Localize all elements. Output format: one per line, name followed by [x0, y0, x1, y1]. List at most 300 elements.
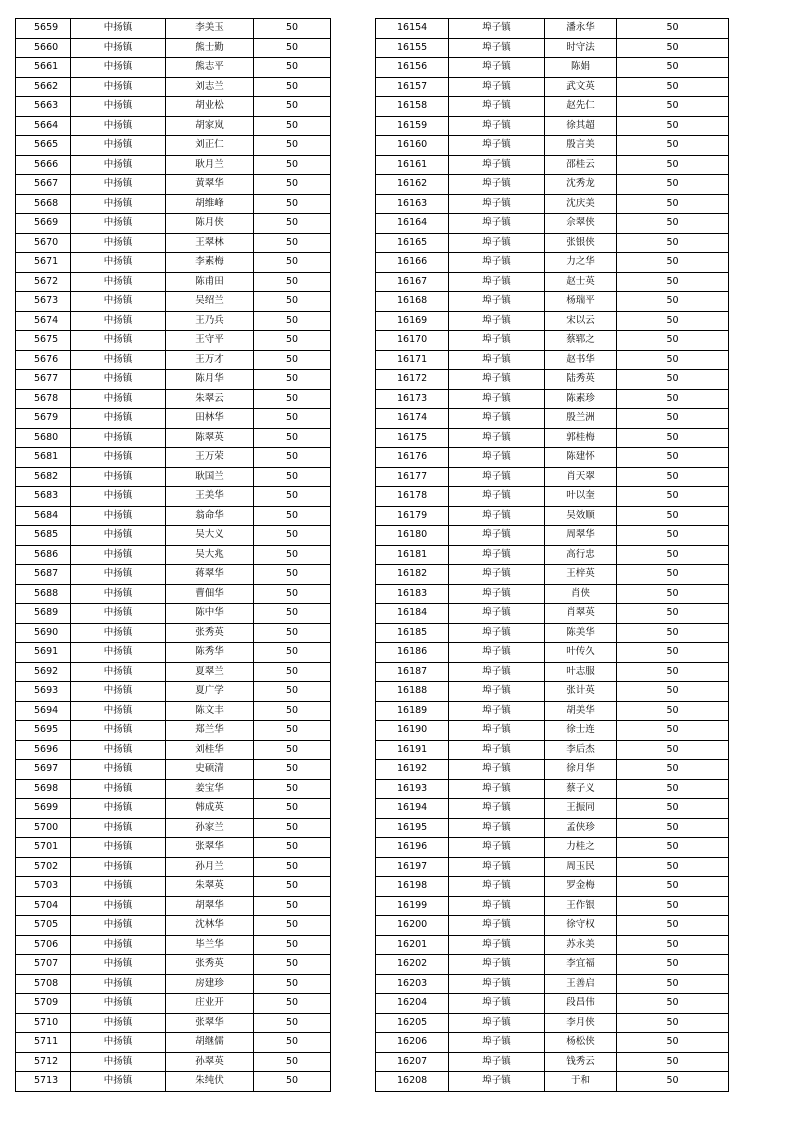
name-cell: 陈月侠 — [166, 214, 254, 234]
row-number-cell: 16186 — [376, 643, 449, 663]
row-number-cell: 5659 — [16, 19, 71, 39]
amount-cell: 50 — [254, 974, 331, 994]
amount-cell: 50 — [617, 604, 729, 624]
amount-cell: 50 — [617, 1013, 729, 1033]
row-number-cell: 5675 — [16, 331, 71, 351]
amount-cell: 50 — [617, 740, 729, 760]
name-cell: 孙翠英 — [166, 1052, 254, 1072]
name-cell: 姜宝华 — [166, 779, 254, 799]
town-cell: 埠子镇 — [449, 1033, 545, 1053]
row-number-cell: 16175 — [376, 428, 449, 448]
town-cell: 埠子镇 — [449, 58, 545, 78]
table-row — [16, 662, 331, 682]
amount-cell: 50 — [617, 818, 729, 838]
amount-cell: 50 — [254, 721, 331, 741]
table-row — [376, 350, 729, 370]
amount-cell: 50 — [617, 214, 729, 234]
name-cell: 李素梅 — [166, 253, 254, 273]
amount-cell: 50 — [254, 994, 331, 1014]
name-cell: 王美华 — [166, 487, 254, 507]
amount-cell: 50 — [617, 838, 729, 858]
row-number-cell: 5712 — [16, 1052, 71, 1072]
table-row — [16, 838, 331, 858]
name-cell: 张翠华 — [166, 1013, 254, 1033]
name-cell: 胡维峰 — [166, 194, 254, 214]
name-cell: 陈建怀 — [545, 448, 617, 468]
row-number-cell: 5698 — [16, 779, 71, 799]
name-cell: 张翠华 — [166, 838, 254, 858]
table-row — [376, 194, 729, 214]
table-row — [376, 935, 729, 955]
table-row — [16, 857, 331, 877]
row-number-cell: 5671 — [16, 253, 71, 273]
row-number-cell: 16158 — [376, 97, 449, 117]
table-row — [16, 506, 331, 526]
town-cell: 中扬镇 — [71, 175, 166, 195]
table-row — [16, 682, 331, 702]
town-cell: 埠子镇 — [449, 701, 545, 721]
amount-cell: 50 — [617, 370, 729, 390]
table-row — [16, 584, 331, 604]
amount-cell: 50 — [617, 331, 729, 351]
town-cell: 埠子镇 — [449, 116, 545, 136]
table-row — [376, 1072, 729, 1092]
name-cell: 徐士连 — [545, 721, 617, 741]
row-number-cell: 5686 — [16, 545, 71, 565]
amount-cell: 50 — [254, 331, 331, 351]
row-number-cell: 5690 — [16, 623, 71, 643]
row-number-cell: 5672 — [16, 272, 71, 292]
row-number-cell: 5674 — [16, 311, 71, 331]
row-number-cell: 16193 — [376, 779, 449, 799]
town-cell: 中扬镇 — [71, 1052, 166, 1072]
table-row — [376, 506, 729, 526]
town-cell: 中扬镇 — [71, 662, 166, 682]
table-row — [376, 1033, 729, 1053]
amount-cell: 50 — [617, 428, 729, 448]
name-cell: 徐月华 — [545, 760, 617, 780]
town-cell: 埠子镇 — [449, 175, 545, 195]
town-cell: 中扬镇 — [71, 799, 166, 819]
amount-cell: 50 — [617, 253, 729, 273]
name-cell: 武文英 — [545, 77, 617, 97]
town-cell: 埠子镇 — [449, 526, 545, 546]
table-row — [376, 682, 729, 702]
town-cell: 埠子镇 — [449, 292, 545, 312]
amount-cell: 50 — [254, 1033, 331, 1053]
table-row — [16, 370, 331, 390]
amount-cell: 50 — [254, 19, 331, 39]
town-cell: 埠子镇 — [449, 253, 545, 273]
amount-cell: 50 — [254, 643, 331, 663]
amount-cell: 50 — [254, 116, 331, 136]
table-row — [16, 1052, 331, 1072]
table-row — [376, 136, 729, 156]
table-row — [376, 974, 729, 994]
name-cell: 陈月华 — [166, 370, 254, 390]
table-row — [16, 779, 331, 799]
table-row — [376, 116, 729, 136]
table-row — [376, 292, 729, 312]
amount-cell: 50 — [254, 896, 331, 916]
amount-cell: 50 — [617, 311, 729, 331]
row-number-cell: 16184 — [376, 604, 449, 624]
row-number-cell: 5669 — [16, 214, 71, 234]
name-cell: 肖侠 — [545, 584, 617, 604]
town-cell: 埠子镇 — [449, 994, 545, 1014]
row-number-cell: 16206 — [376, 1033, 449, 1053]
table-row — [376, 233, 729, 253]
table-row — [16, 487, 331, 507]
town-cell: 中扬镇 — [71, 896, 166, 916]
row-number-cell: 16191 — [376, 740, 449, 760]
town-cell: 中扬镇 — [71, 760, 166, 780]
amount-cell: 50 — [617, 779, 729, 799]
town-cell: 埠子镇 — [449, 916, 545, 936]
name-cell: 杨松侠 — [545, 1033, 617, 1053]
name-cell: 李月侠 — [545, 1013, 617, 1033]
town-cell: 埠子镇 — [449, 136, 545, 156]
amount-cell: 50 — [254, 428, 331, 448]
table-row — [376, 389, 729, 409]
amount-cell: 50 — [617, 155, 729, 175]
row-number-cell: 16163 — [376, 194, 449, 214]
town-cell: 埠子镇 — [449, 799, 545, 819]
amount-cell: 50 — [617, 565, 729, 585]
town-cell: 中扬镇 — [71, 935, 166, 955]
row-number-cell: 5695 — [16, 721, 71, 741]
town-cell: 中扬镇 — [71, 428, 166, 448]
name-cell: 张计英 — [545, 682, 617, 702]
table-row — [376, 467, 729, 487]
town-cell: 中扬镇 — [71, 389, 166, 409]
name-cell: 吴大义 — [166, 526, 254, 546]
town-cell: 埠子镇 — [449, 643, 545, 663]
town-cell: 埠子镇 — [449, 19, 545, 39]
table-row — [16, 116, 331, 136]
name-cell: 房建珍 — [166, 974, 254, 994]
amount-cell: 50 — [254, 818, 331, 838]
town-cell: 埠子镇 — [449, 604, 545, 624]
row-number-cell: 5681 — [16, 448, 71, 468]
amount-cell: 50 — [617, 877, 729, 897]
amount-cell: 50 — [254, 682, 331, 702]
table-row — [16, 1013, 331, 1033]
table-row — [16, 818, 331, 838]
town-cell: 中扬镇 — [71, 77, 166, 97]
amount-cell: 50 — [254, 1052, 331, 1072]
table-row — [376, 643, 729, 663]
amount-cell: 50 — [254, 623, 331, 643]
right-table — [375, 18, 729, 1092]
table-row — [376, 272, 729, 292]
name-cell: 杨瑞平 — [545, 292, 617, 312]
town-cell: 中扬镇 — [71, 311, 166, 331]
town-cell: 中扬镇 — [71, 604, 166, 624]
amount-cell: 50 — [617, 896, 729, 916]
amount-cell: 50 — [617, 994, 729, 1014]
name-cell: 韩成英 — [166, 799, 254, 819]
name-cell: 王振同 — [545, 799, 617, 819]
amount-cell: 50 — [254, 760, 331, 780]
amount-cell: 50 — [617, 682, 729, 702]
amount-cell: 50 — [617, 955, 729, 975]
table-row — [16, 38, 331, 58]
row-number-cell: 5683 — [16, 487, 71, 507]
name-cell: 王梓英 — [545, 565, 617, 585]
town-cell: 中扬镇 — [71, 467, 166, 487]
amount-cell: 50 — [254, 58, 331, 78]
row-number-cell: 16173 — [376, 389, 449, 409]
table-row — [16, 19, 331, 39]
amount-cell: 50 — [254, 292, 331, 312]
town-cell: 埠子镇 — [449, 779, 545, 799]
amount-cell: 50 — [617, 116, 729, 136]
row-number-cell: 5709 — [16, 994, 71, 1014]
town-cell: 埠子镇 — [449, 214, 545, 234]
name-cell: 郭桂梅 — [545, 428, 617, 448]
town-cell: 中扬镇 — [71, 292, 166, 312]
amount-cell: 50 — [254, 350, 331, 370]
row-number-cell: 5664 — [16, 116, 71, 136]
table-row — [16, 467, 331, 487]
row-number-cell: 16207 — [376, 1052, 449, 1072]
row-number-cell: 5700 — [16, 818, 71, 838]
row-number-cell: 5663 — [16, 97, 71, 117]
town-cell: 中扬镇 — [71, 331, 166, 351]
name-cell: 毕兰华 — [166, 935, 254, 955]
table-row — [16, 994, 331, 1014]
amount-cell: 50 — [617, 448, 729, 468]
amount-cell: 50 — [617, 77, 729, 97]
row-number-cell: 16179 — [376, 506, 449, 526]
row-number-cell: 5692 — [16, 662, 71, 682]
row-number-cell: 16201 — [376, 935, 449, 955]
row-number-cell: 16162 — [376, 175, 449, 195]
row-number-cell: 16164 — [376, 214, 449, 234]
town-cell: 中扬镇 — [71, 370, 166, 390]
table-row — [376, 428, 729, 448]
table-row — [16, 935, 331, 955]
table-row — [376, 799, 729, 819]
town-cell: 中扬镇 — [71, 643, 166, 663]
table-row — [376, 565, 729, 585]
table-row — [16, 526, 331, 546]
town-cell: 埠子镇 — [449, 487, 545, 507]
name-cell: 王万荣 — [166, 448, 254, 468]
name-cell: 孙月兰 — [166, 857, 254, 877]
table-row — [376, 604, 729, 624]
name-cell: 耿国兰 — [166, 467, 254, 487]
town-cell: 中扬镇 — [71, 857, 166, 877]
amount-cell: 50 — [617, 194, 729, 214]
amount-cell: 50 — [254, 233, 331, 253]
row-number-cell: 5713 — [16, 1072, 71, 1092]
town-cell: 埠子镇 — [449, 1052, 545, 1072]
name-cell: 李后杰 — [545, 740, 617, 760]
name-cell: 沈秀龙 — [545, 175, 617, 195]
town-cell: 中扬镇 — [71, 253, 166, 273]
name-cell: 蔡郓之 — [545, 331, 617, 351]
town-cell: 埠子镇 — [449, 877, 545, 897]
name-cell: 蔡子义 — [545, 779, 617, 799]
row-number-cell: 16183 — [376, 584, 449, 604]
town-cell: 中扬镇 — [71, 838, 166, 858]
table-row — [16, 175, 331, 195]
table-row — [376, 779, 729, 799]
table-row — [16, 877, 331, 897]
row-number-cell: 5701 — [16, 838, 71, 858]
name-cell: 陈翠英 — [166, 428, 254, 448]
name-cell: 肖翠英 — [545, 604, 617, 624]
row-number-cell: 16157 — [376, 77, 449, 97]
row-number-cell: 16165 — [376, 233, 449, 253]
amount-cell: 50 — [254, 526, 331, 546]
row-number-cell: 16171 — [376, 350, 449, 370]
name-cell: 潘永华 — [545, 19, 617, 39]
amount-cell: 50 — [254, 272, 331, 292]
table-row — [376, 955, 729, 975]
row-number-cell: 5661 — [16, 58, 71, 78]
table-row — [376, 662, 729, 682]
table-row — [16, 1072, 331, 1092]
town-cell: 中扬镇 — [71, 526, 166, 546]
row-number-cell: 16195 — [376, 818, 449, 838]
amount-cell: 50 — [254, 409, 331, 429]
amount-cell: 50 — [617, 545, 729, 565]
table-row — [16, 428, 331, 448]
town-cell: 埠子镇 — [449, 818, 545, 838]
row-number-cell: 5685 — [16, 526, 71, 546]
name-cell: 陆秀英 — [545, 370, 617, 390]
table-row — [376, 58, 729, 78]
table-row — [16, 701, 331, 721]
town-cell: 埠子镇 — [449, 760, 545, 780]
table-row — [16, 760, 331, 780]
amount-cell: 50 — [617, 467, 729, 487]
amount-cell: 50 — [617, 175, 729, 195]
table-row — [16, 389, 331, 409]
row-number-cell: 5682 — [16, 467, 71, 487]
amount-cell: 50 — [254, 1013, 331, 1033]
row-number-cell: 16154 — [376, 19, 449, 39]
name-cell: 沈林华 — [166, 916, 254, 936]
row-number-cell: 16192 — [376, 760, 449, 780]
amount-cell: 50 — [617, 233, 729, 253]
name-cell: 李美玉 — [166, 19, 254, 39]
table-row — [16, 916, 331, 936]
town-cell: 中扬镇 — [71, 350, 166, 370]
table-row — [16, 721, 331, 741]
row-number-cell: 16176 — [376, 448, 449, 468]
amount-cell: 50 — [254, 584, 331, 604]
row-number-cell: 5679 — [16, 409, 71, 429]
row-number-cell: 16155 — [376, 38, 449, 58]
town-cell: 中扬镇 — [71, 97, 166, 117]
name-cell: 庄业开 — [166, 994, 254, 1014]
table-row — [16, 214, 331, 234]
name-cell: 胡业松 — [166, 97, 254, 117]
name-cell: 孙家兰 — [166, 818, 254, 838]
table-row — [376, 448, 729, 468]
name-cell: 周玉民 — [545, 857, 617, 877]
name-cell: 王作银 — [545, 896, 617, 916]
row-number-cell: 16196 — [376, 838, 449, 858]
name-cell: 高行忠 — [545, 545, 617, 565]
town-cell: 埠子镇 — [449, 428, 545, 448]
row-number-cell: 5667 — [16, 175, 71, 195]
town-cell: 埠子镇 — [449, 740, 545, 760]
name-cell: 王翠林 — [166, 233, 254, 253]
row-number-cell: 5705 — [16, 916, 71, 936]
town-cell: 埠子镇 — [449, 935, 545, 955]
row-number-cell: 16180 — [376, 526, 449, 546]
row-number-cell: 16187 — [376, 662, 449, 682]
row-number-cell: 5707 — [16, 955, 71, 975]
town-cell: 埠子镇 — [449, 448, 545, 468]
town-cell: 中扬镇 — [71, 740, 166, 760]
amount-cell: 50 — [617, 662, 729, 682]
name-cell: 熊士勤 — [166, 38, 254, 58]
name-cell: 邵桂云 — [545, 155, 617, 175]
amount-cell: 50 — [617, 38, 729, 58]
table-row — [376, 584, 729, 604]
row-number-cell: 5678 — [16, 389, 71, 409]
town-cell: 埠子镇 — [449, 311, 545, 331]
table-row — [16, 331, 331, 351]
town-cell: 中扬镇 — [71, 233, 166, 253]
name-cell: 力之华 — [545, 253, 617, 273]
amount-cell: 50 — [254, 214, 331, 234]
table-row — [16, 97, 331, 117]
row-number-cell: 5704 — [16, 896, 71, 916]
row-number-cell: 5694 — [16, 701, 71, 721]
table-row — [376, 1013, 729, 1033]
table-row — [16, 643, 331, 663]
town-cell: 埠子镇 — [449, 896, 545, 916]
name-cell: 王乃兵 — [166, 311, 254, 331]
town-cell: 埠子镇 — [449, 97, 545, 117]
amount-cell: 50 — [254, 916, 331, 936]
table-row — [376, 526, 729, 546]
name-cell: 于和 — [545, 1072, 617, 1092]
name-cell: 胡美华 — [545, 701, 617, 721]
amount-cell: 50 — [617, 19, 729, 39]
row-number-cell: 5680 — [16, 428, 71, 448]
town-cell: 埠子镇 — [449, 467, 545, 487]
name-cell: 时守法 — [545, 38, 617, 58]
name-cell: 吴效顺 — [545, 506, 617, 526]
amount-cell: 50 — [617, 916, 729, 936]
town-cell: 埠子镇 — [449, 682, 545, 702]
town-cell: 中扬镇 — [71, 779, 166, 799]
amount-cell: 50 — [254, 779, 331, 799]
name-cell: 陈素珍 — [545, 389, 617, 409]
amount-cell: 50 — [254, 662, 331, 682]
table-row — [16, 799, 331, 819]
town-cell: 中扬镇 — [71, 701, 166, 721]
amount-cell: 50 — [254, 877, 331, 897]
name-cell: 王守平 — [166, 331, 254, 351]
table-row — [376, 97, 729, 117]
table-row — [16, 77, 331, 97]
amount-cell: 50 — [617, 487, 729, 507]
town-cell: 中扬镇 — [71, 38, 166, 58]
amount-cell: 50 — [617, 292, 729, 312]
amount-cell: 50 — [254, 565, 331, 585]
town-cell: 中扬镇 — [71, 565, 166, 585]
town-cell: 中扬镇 — [71, 136, 166, 156]
